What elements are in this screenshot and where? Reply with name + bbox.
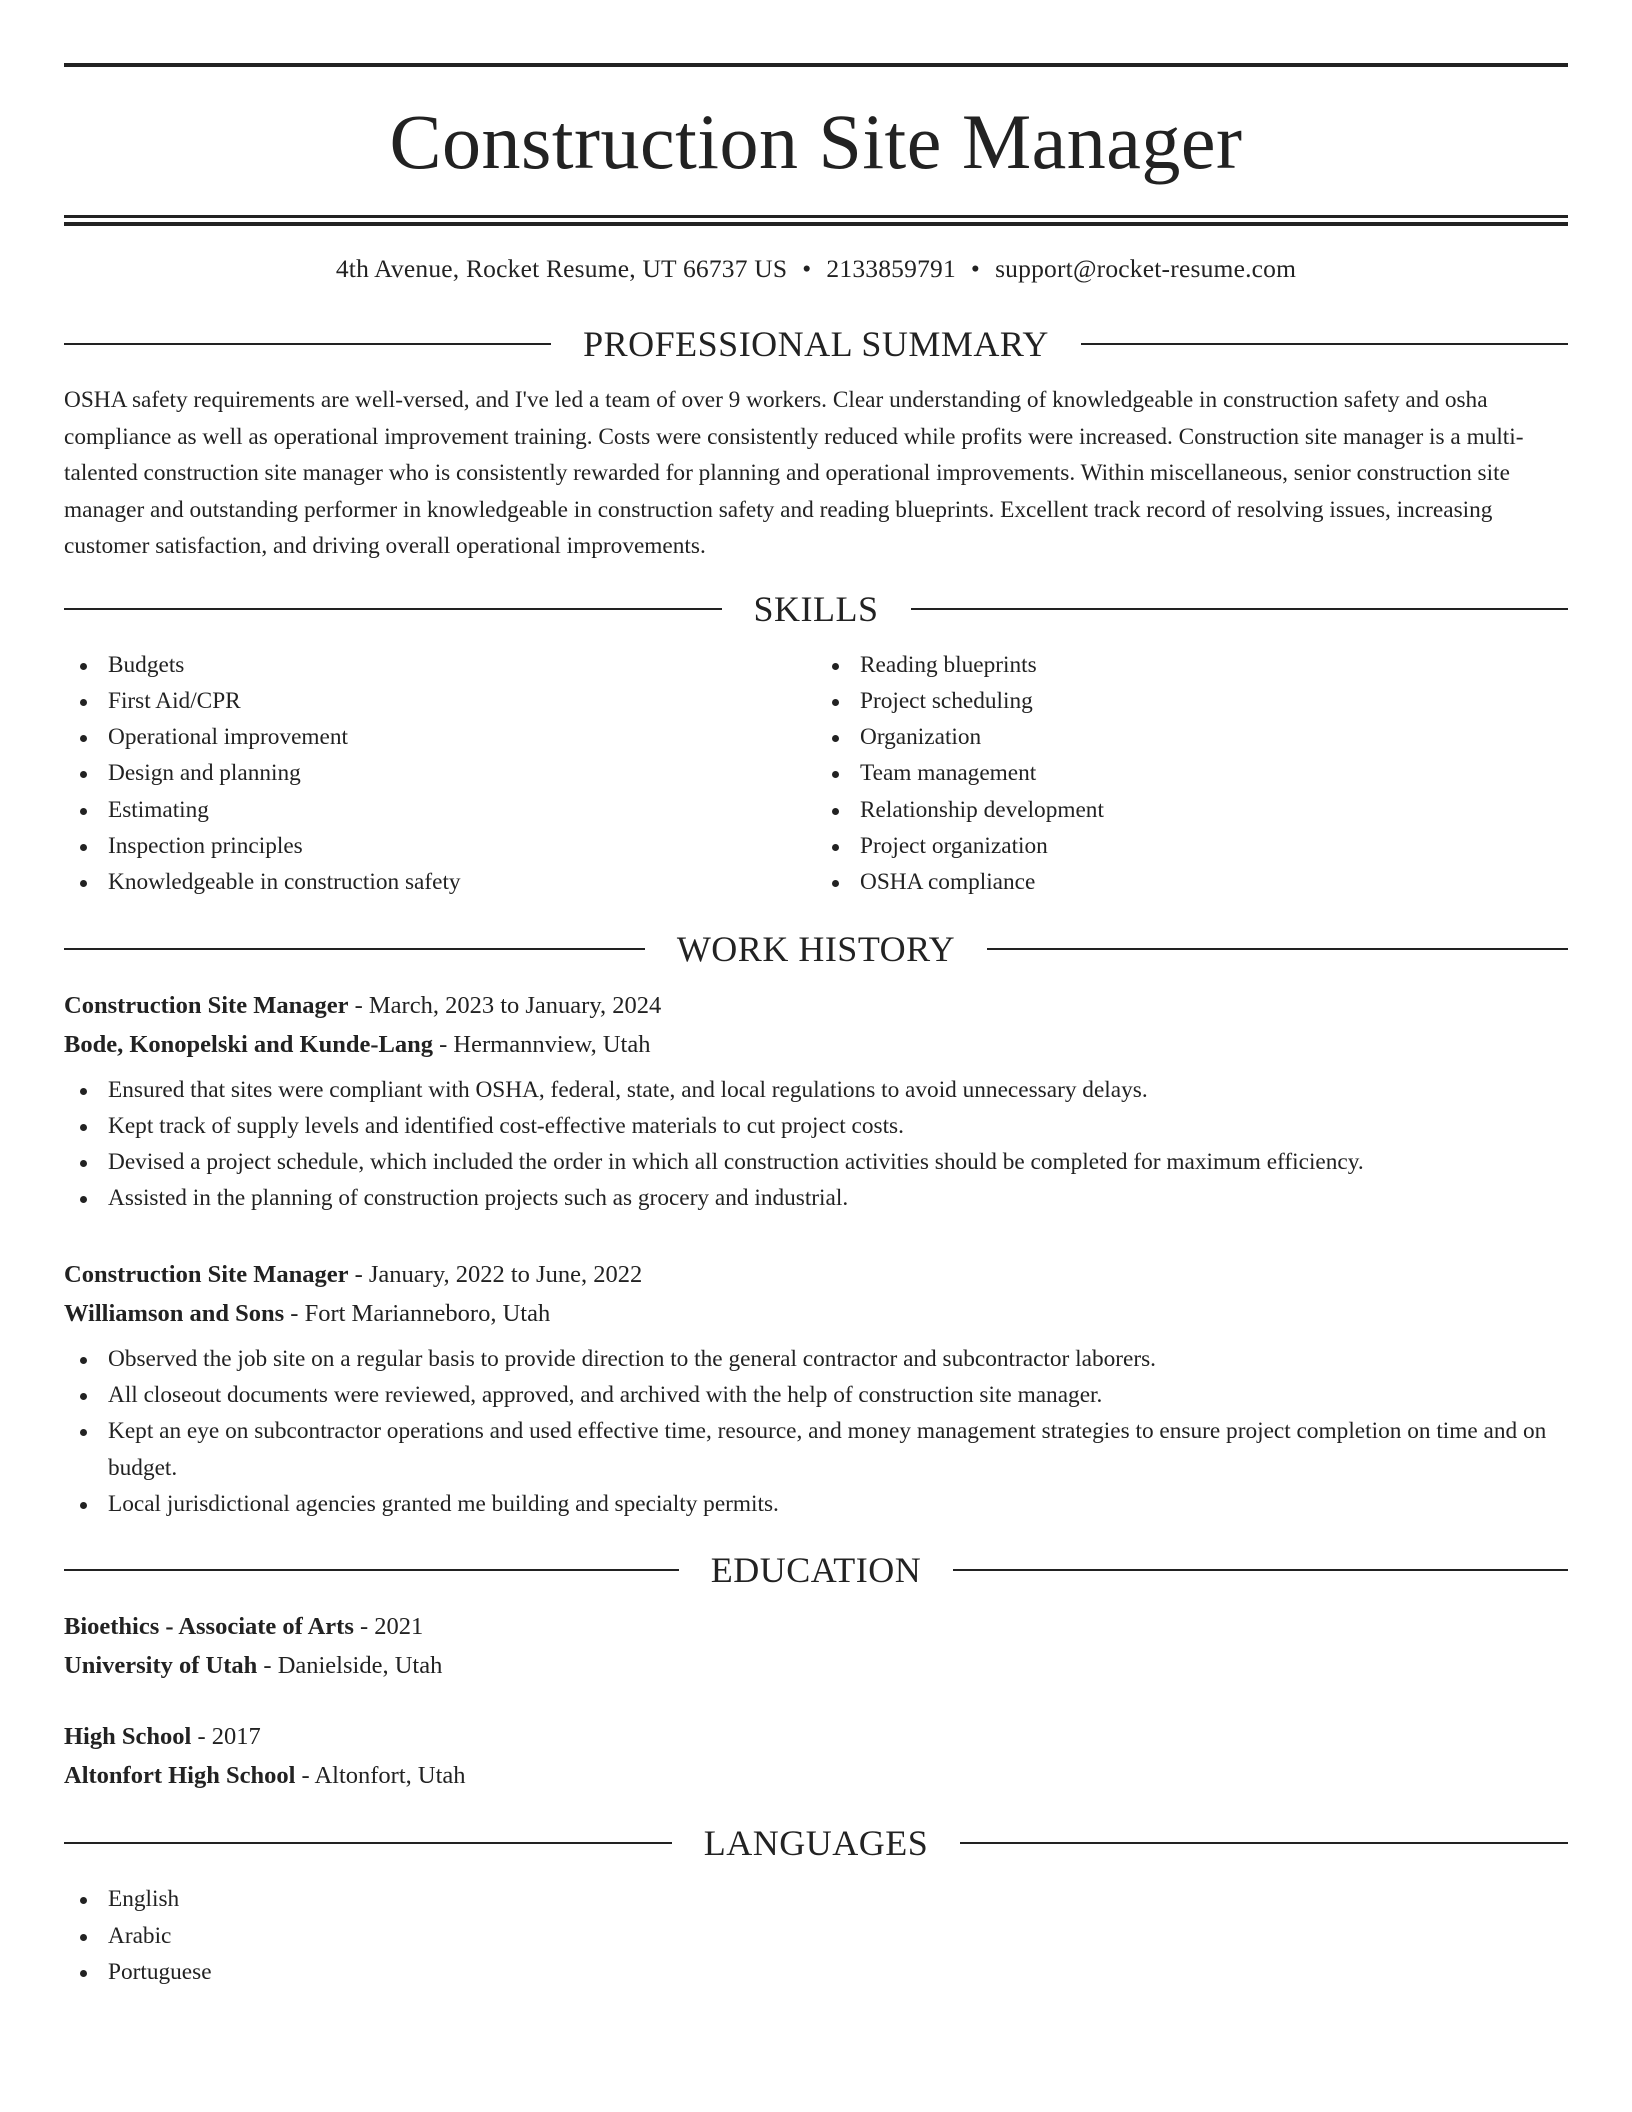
skill-item: Project scheduling bbox=[816, 683, 1568, 719]
summary-heading bbox=[64, 326, 1568, 362]
job-bullet: Kept track of supply levels and identified cost-effective materials to cut project costs. bbox=[64, 1108, 1568, 1144]
work-heading-label: WORK HISTORY bbox=[676, 928, 956, 969]
heading-rule-right bbox=[911, 608, 1569, 610]
summary-heading-label: PROFESSIONAL SUMMARY bbox=[583, 324, 1049, 364]
job-bullet: Kept an eye on subcontractor operations and used effective time, resource, and money management strategies to ensure project completion on time and on budget. bbox=[64, 1413, 1568, 1486]
heading-rule-right bbox=[1081, 343, 1568, 345]
resume-title: Construction Site Manager bbox=[389, 98, 1243, 185]
heading-rule-right bbox=[953, 1569, 1568, 1571]
skills-heading bbox=[64, 588, 1568, 629]
job-company-line: Williamson and Sons - Fort Marianneboro, Utah bbox=[64, 1299, 551, 1327]
languages-list bbox=[64, 1881, 1568, 1990]
languages-heading bbox=[64, 1823, 1568, 1864]
skill-item: Organization bbox=[816, 719, 1568, 755]
education-entry bbox=[64, 1717, 1568, 1795]
job-dates: January, 2022 to June, 2022 bbox=[368, 1260, 643, 1288]
skill-item: Operational improvement bbox=[64, 719, 816, 755]
job-entry bbox=[64, 986, 1568, 1217]
top-rule bbox=[64, 63, 1568, 67]
education-location: Danielside, Utah bbox=[277, 1652, 443, 1680]
contact-phone: 2133859791 bbox=[826, 254, 956, 283]
education-year: 2017 bbox=[211, 1723, 261, 1751]
language-item: English bbox=[64, 1881, 1568, 1917]
skills-list-right bbox=[816, 647, 1568, 901]
heading-rule-left bbox=[64, 608, 722, 610]
education-degree: High School bbox=[64, 1723, 192, 1751]
heading-rule-left bbox=[64, 1569, 679, 1571]
language-item: Arabic bbox=[64, 1918, 1568, 1954]
education-entry bbox=[64, 1607, 1568, 1685]
language-item: Portuguese bbox=[64, 1954, 1568, 1990]
job-location: Fort Marianneboro, Utah bbox=[304, 1299, 551, 1327]
education-heading-label: EDUCATION bbox=[710, 1550, 922, 1591]
skill-item: Design and planning bbox=[64, 755, 816, 791]
skills-columns bbox=[64, 647, 1568, 901]
contact-separator: • bbox=[802, 254, 812, 283]
education-degree-line: Bioethics - Associate of Arts - 2021 bbox=[64, 1613, 424, 1641]
job-bullet: All closeout documents were reviewed, approved, and archived with the help of construction site manager. bbox=[64, 1377, 1568, 1413]
education-school-line: University of Utah - Danielside, Utah bbox=[64, 1652, 443, 1680]
job-bullet: Devised a project schedule, which included the order in which all construction activities should be completed for maximum efficiency. bbox=[64, 1144, 1568, 1180]
job-company: Williamson and Sons bbox=[64, 1299, 285, 1327]
education-school-line: Altonfort High School - Altonfort, Utah bbox=[64, 1762, 466, 1790]
contact-email: support@rocket-resume.com bbox=[995, 254, 1297, 283]
job-location: Hermannview, Utah bbox=[453, 1030, 651, 1058]
skill-item: Relationship development bbox=[816, 792, 1568, 828]
job-bullet: Ensured that sites were compliant with OSHA, federal, state, and local regulations to avoid unnecessary delays. bbox=[64, 1072, 1568, 1108]
education-degree: Bioethics - Associate of Arts bbox=[64, 1613, 354, 1641]
job-title-line: Construction Site Manager - January, 2022 to June, 2022 bbox=[64, 1260, 643, 1288]
skill-item: Estimating bbox=[64, 792, 816, 828]
summary-text: OSHA safety requirements are well-versed, and I've led a team of over 9 workers. Clear understanding of knowledgeable in construction safety and osha compliance as well as operational improvement training. Costs were consistently reduced while profits were increased. Construction site manager is a multi-talented construction site manager who is consistently rewarded for planning and operational improvements. Within miscellaneous, senior construction site manager and outstanding performer in knowledgeable in construction safety and reading blueprints. Excellent track record of resolving issues, increasing customer satisfaction, and driving overall operational improvements. bbox=[64, 387, 1524, 559]
heading-rule-left bbox=[64, 948, 645, 950]
skills-list-left bbox=[64, 647, 816, 901]
contact-line bbox=[64, 254, 1568, 284]
job-bullet: Observed the job site on a regular basis to provide direction to the general contractor and subcontractor laborers. bbox=[64, 1341, 1568, 1377]
skill-item: Inspection principles bbox=[64, 828, 816, 864]
skill-item: Reading blueprints bbox=[816, 647, 1568, 683]
skill-item: Project organization bbox=[816, 828, 1568, 864]
education-location: Altonfort, Utah bbox=[314, 1762, 466, 1790]
job-title: Construction Site Manager bbox=[64, 1260, 349, 1288]
job-dates: March, 2023 to January, 2024 bbox=[368, 991, 662, 1019]
job-bullet: Assisted in the planning of construction projects such as grocery and industrial. bbox=[64, 1180, 1568, 1216]
job-bullets bbox=[64, 1072, 1568, 1217]
skill-item: Team management bbox=[816, 755, 1568, 791]
skills-heading-label: SKILLS bbox=[753, 588, 879, 629]
heading-rule-right bbox=[960, 1842, 1568, 1844]
job-title: Construction Site Manager bbox=[64, 991, 349, 1019]
job-entry bbox=[64, 1255, 1568, 1522]
education-school: University of Utah bbox=[64, 1652, 258, 1680]
skill-item: Knowledgeable in construction safety bbox=[64, 864, 816, 900]
education-year: 2021 bbox=[374, 1613, 424, 1641]
job-title-line: Construction Site Manager - March, 2023 to January, 2024 bbox=[64, 991, 662, 1019]
work-heading bbox=[64, 928, 1568, 969]
languages-heading-label: LANGUAGES bbox=[703, 1823, 929, 1864]
job-bullet: Local jurisdictional agencies granted me building and specialty permits. bbox=[64, 1486, 1568, 1522]
heading-rule-left bbox=[64, 343, 551, 345]
education-heading bbox=[64, 1550, 1568, 1591]
job-bullets bbox=[64, 1341, 1568, 1522]
contact-address: 4th Avenue, Rocket Resume, UT 66737 US bbox=[335, 254, 788, 283]
heading-rule-left bbox=[64, 1842, 672, 1844]
education-degree-line: High School - 2017 bbox=[64, 1723, 261, 1751]
skill-item: First Aid/CPR bbox=[64, 683, 816, 719]
heading-rule-right bbox=[987, 948, 1568, 950]
contact-separator: • bbox=[970, 254, 981, 283]
skill-item: OSHA compliance bbox=[816, 864, 1568, 900]
education-school: Altonfort High School bbox=[64, 1762, 296, 1790]
title-double-rule bbox=[64, 215, 1568, 226]
job-company: Bode, Konopelski and Kunde-Lang bbox=[64, 1030, 433, 1058]
job-company-line: Bode, Konopelski and Kunde-Lang - Hermannview, Utah bbox=[64, 1030, 651, 1058]
skill-item: Budgets bbox=[64, 647, 816, 683]
